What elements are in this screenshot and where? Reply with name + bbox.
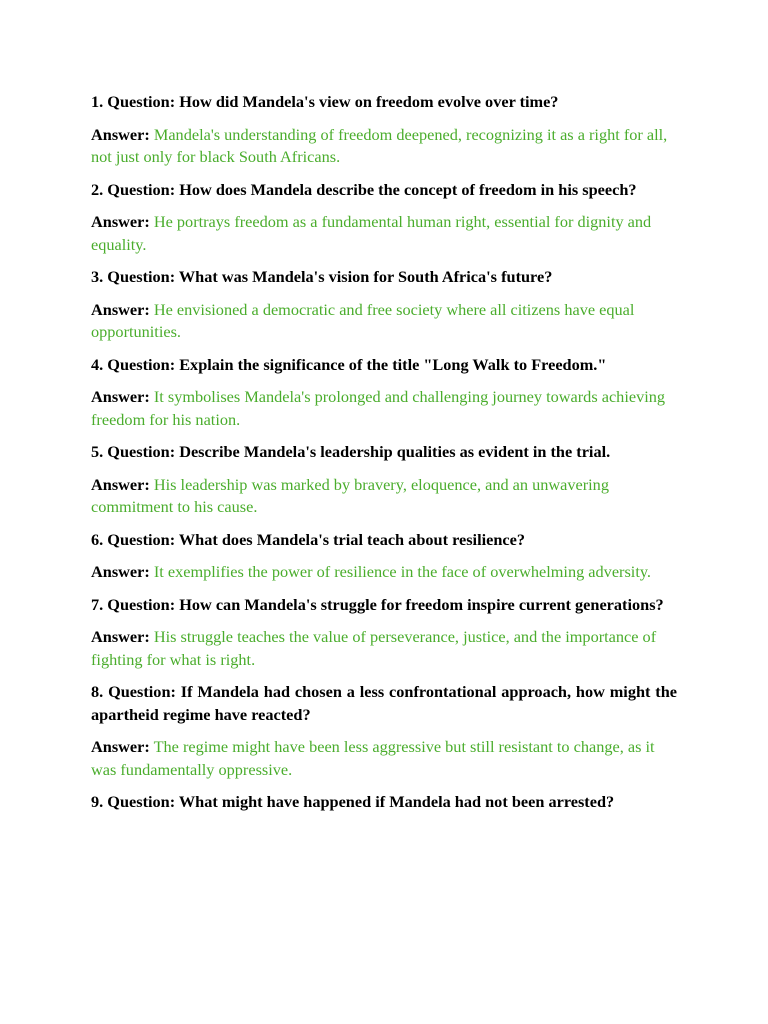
answer-text: The regime might have been less aggressive but still resistant to change, as it was fundamentally oppressive.	[91, 737, 655, 779]
answer	[91, 561, 677, 584]
answer-text: Mandela's understanding of freedom deepened, recognizing it as a right for all, not just only for black South Africans.	[91, 124, 668, 166]
answer-label: Answer:	[91, 299, 150, 319]
answer-label: Answer:	[91, 562, 150, 581]
qa-item	[91, 681, 677, 781]
question-text: 4. Question: Explain the significance of the title "Long Walk to Freedom."	[91, 354, 607, 374]
question-text: 9. Question: What might have happened if Mandela had not been arrested?	[91, 792, 615, 811]
qa-item	[91, 441, 677, 519]
qa-item	[91, 529, 677, 584]
qa-item	[91, 266, 677, 344]
question-text: 2. Question: How does Mandela describe the concept of freedom in his speech?	[91, 179, 637, 199]
qa-item	[91, 791, 677, 814]
answer-label: Answer:	[91, 387, 150, 406]
qa-item	[91, 354, 677, 432]
question-text: 6. Question: What does Mandela's trial teach about resilience?	[91, 529, 526, 549]
question-text: 1. Question: How did Mandela's view on freedom evolve over time?	[91, 92, 559, 111]
question-text: 8. Question: If Mandela had chosen a less confrontational approach, how might the apartheid regime have reacted?	[91, 682, 677, 724]
answer	[91, 211, 677, 256]
answer-text: It symbolises Mandela's prolonged and challenging journey towards achieving freedom for his nation.	[91, 387, 666, 429]
answer-text: His leadership was marked by bravery, eloquence, and an unwavering commitment to his cause.	[91, 474, 609, 516]
qa-list	[91, 91, 677, 824]
qa-item	[91, 91, 677, 169]
answer-label: Answer:	[91, 124, 150, 144]
answer-text: He portrays freedom as a fundamental human right, essential for dignity and equality.	[91, 212, 652, 254]
answer	[91, 626, 677, 671]
answer	[91, 736, 677, 781]
answer	[91, 474, 677, 519]
answer-label: Answer:	[91, 737, 150, 756]
answer	[91, 299, 677, 344]
answer	[91, 124, 677, 169]
qa-item	[91, 179, 677, 257]
answer-text: His struggle teaches the value of perseverance, justice, and the importance of fighting for what is right.	[91, 627, 657, 669]
answer-label: Answer:	[91, 627, 150, 646]
question-text: 7. Question: How can Mandela's struggle for freedom inspire current generations?	[91, 594, 664, 614]
qa-item	[91, 594, 677, 672]
answer-label: Answer:	[91, 212, 150, 231]
question-text: 3. Question: What was Mandela's vision for South Africa's future?	[91, 267, 553, 286]
question-text: 5. Question: Describe Mandela's leadership qualities as evident in the trial.	[91, 442, 611, 461]
answer-text: He envisioned a democratic and free society where all citizens have equal opportunities.	[91, 299, 635, 341]
answer-label: Answer:	[91, 474, 150, 494]
answer	[91, 386, 677, 431]
answer-text: It exemplifies the power of resilience in the face of overwhelming adversity.	[153, 562, 652, 581]
